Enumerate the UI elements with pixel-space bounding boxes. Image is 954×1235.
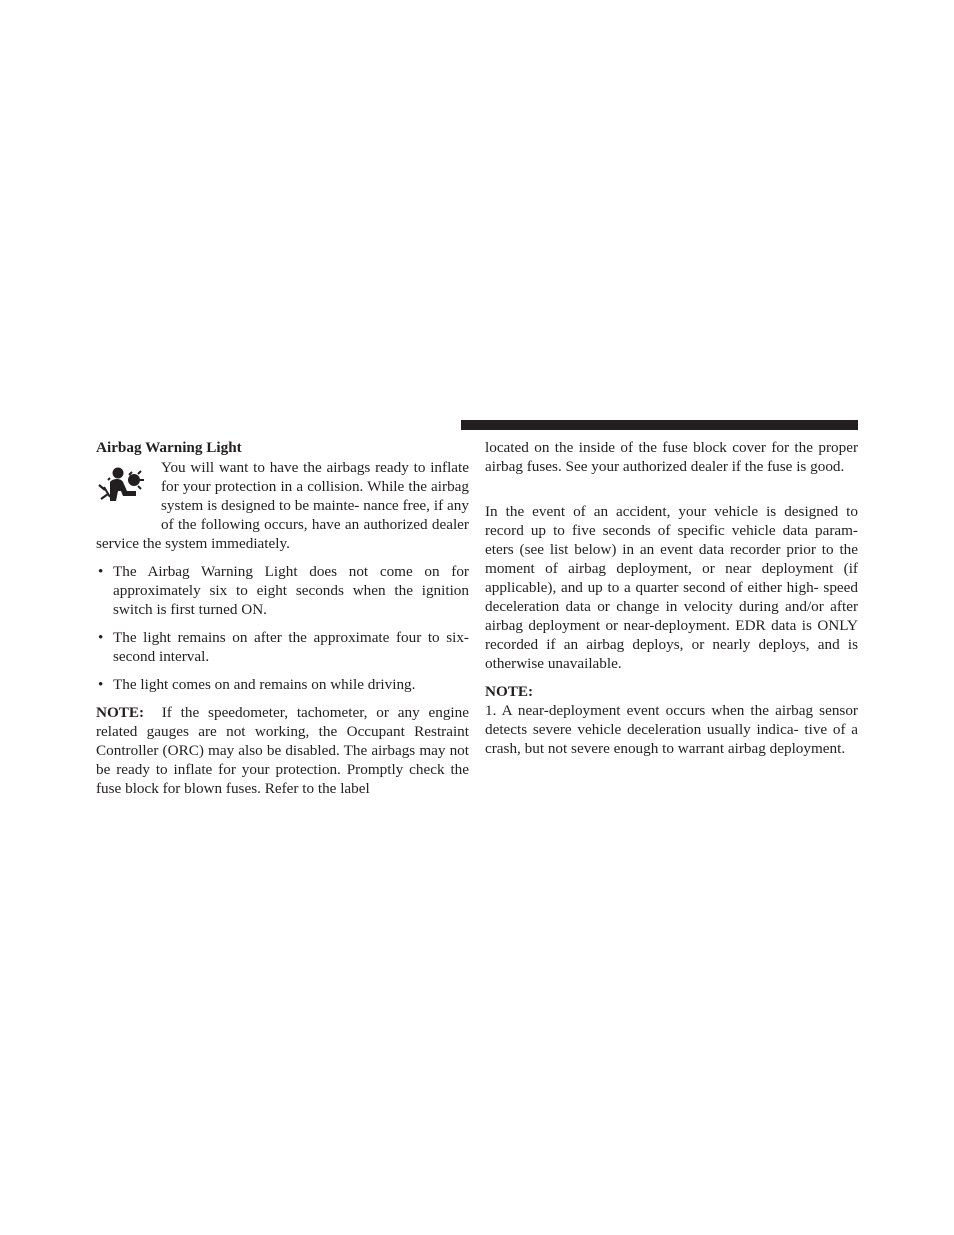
list-item: • The Airbag Warning Light does not come on for approximately six to eight seconds when the ignition switch is first turned ON. [98,563,469,618]
note-paragraph [96,703,469,798]
note-item: 1. A near-deployment event occurs when the airbag sensor detects severe vehicle deceleration usually indica- tive of a crash, but not severe enough to warrant airbag deployment. [485,702,858,757]
section-heading: Airbag Warning Light [96,439,242,456]
airbag-warning-icon [96,458,161,534]
bullet-icon: • [98,676,104,693]
note-label: NOTE: [96,704,145,721]
list-item: • The light remains on after the approximate four to six-second interval. [98,629,469,665]
intro-block [96,458,469,553]
bullet-icon: • [98,629,104,646]
intro-paragraph: You will want to have the airbags ready to inflate for your protection in a collision. While the airbag system is designed to be mainte- nance free, if any of the following occurs, have an authorized dealer service the system immediately. [96,459,469,552]
warning-conditions-list [96,562,469,694]
note-text: If the speedometer, tachometer, or any engine related gauges are not working, the Occupant Restraint Controller (ORC) may also be disabled. The airbags may not be ready to inflate for your protection. Promptly check the fuse block for blown fuses. Refer to the label [96,704,469,797]
bullet-icon: • [98,563,104,580]
right-column [485,438,858,758]
edr-paragraph: In the event of an accident, your vehicle is designed to record up to five seconds of specific vehicle data param- eters (see list below) in an event data recorder prior to the moment of airbag deployment, or near deployment (if applicable), and up to a quarter second of either high- speed deceleration data or change in velocity during and/or after airbag deployment or near-deployment. EDR data is ONLY recorded if an airbag deploys, or nearly deploys, and is otherwise unavailable. [485,503,858,672]
note-label: NOTE: [485,683,534,700]
section-header-bar [461,420,858,430]
continuation-paragraph: located on the inside of the fuse block cover for the proper airbag fuses. See your authorized dealer if the fuse is good. [485,439,858,475]
left-column [96,438,469,798]
list-item: • The light comes on and remains on while driving. [98,676,416,693]
